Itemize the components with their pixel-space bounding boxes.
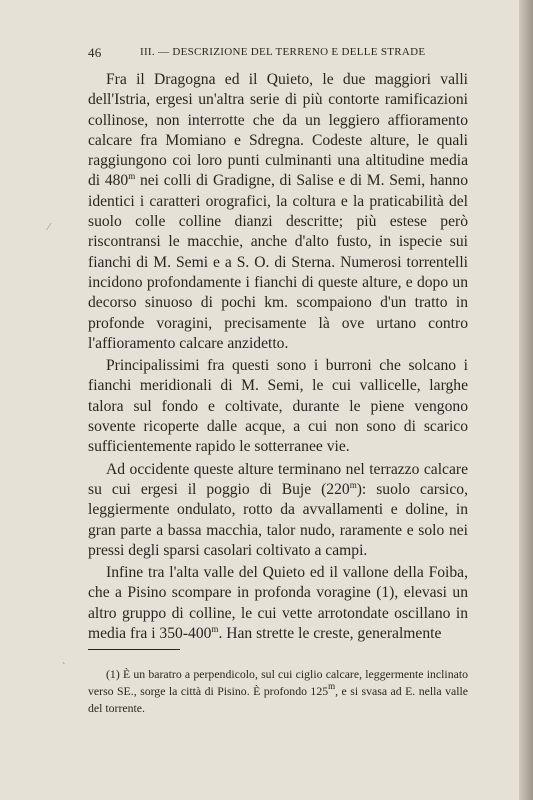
paragraph: Principalissimi fra questi sono i burroni che solcano i fianchi meridionali di M. Semi, le cui vallicelle, larghe talora sul fondo e coltivate, durante le piene vengono sovente ricoperte dalle acque, a cui non sono di scarico sufficientemente rapido le sotterranee vie. [88, 357, 468, 456]
footnote-text: (1) È un baratro a perpendicolo, sul cui ciglio calcare, leggermente inclinato verso SE., sorge la città di Pisino. È profondo 125$^m$, e si svasa ad E. nella valle del torrente. [88, 667, 468, 715]
pencil-mark: ` [62, 662, 66, 673]
footnote-rule [88, 649, 180, 650]
pencil-mark: ⁄ [48, 222, 50, 233]
body-text [88, 70, 468, 644]
paragraph: Fra il Dragogna ed il Quieto, le due maggiori valli dell'Istria, ergesi un'altra serie di più contorte ramificazioni collinose, non interrotte che da un leggiero affioramento calcare fra Momiano e Sdregna. Codeste alture, le quali raggiungono coi loro punti culminanti una altitudine media di 480$^m$ nei colli di Gradigne, di Salise e di M. Semi, hanno identici i caratteri orografici, la coltura e la praticabilità del suolo colle colline dianzi descritte; più estese però riscontransi le macchie, anche d'alto fusto, in ispecie sui fianchi di M. Semi e a S. O. di Sterna. Numerosi torrentelli incidono profondamente i fianchi di queste alture, e dopo un decorso sinuoso di pochi km. scompaiono d'un tratto in profonde voragini, precisamente là ove urtano contro l'affioramento calcare anzidetto. [88, 71, 469, 352]
paragraph: Infine tra l'alta valle del Quieto ed il vallone della Foiba, che a Pisino scompare in profonda voragine (1), elevasi un altro gruppo di colline, le cui vette arrotondate oscillano in media fra i 350-400$^m$. Han strette le creste, generalmente [88, 564, 468, 643]
page-number: 46 [88, 45, 102, 60]
page-edge-shadow [519, 0, 533, 800]
running-head: III. — DESCRIZIONE DEL TERRENO E DELLE STRADE [140, 46, 426, 58]
footnote [88, 666, 468, 717]
paragraph: Ad occidente queste alture terminano nel terrazzo calcare su cui ergesi il poggio di Buje (220$^m$): suolo carsico, leggiermente ondulato, rotto da avvallamenti e doline, in gran parte a bassa macchia, talor nudo, raramente e solo nei pressi degli sparsi casolari coltivato a campi. [88, 460, 468, 559]
